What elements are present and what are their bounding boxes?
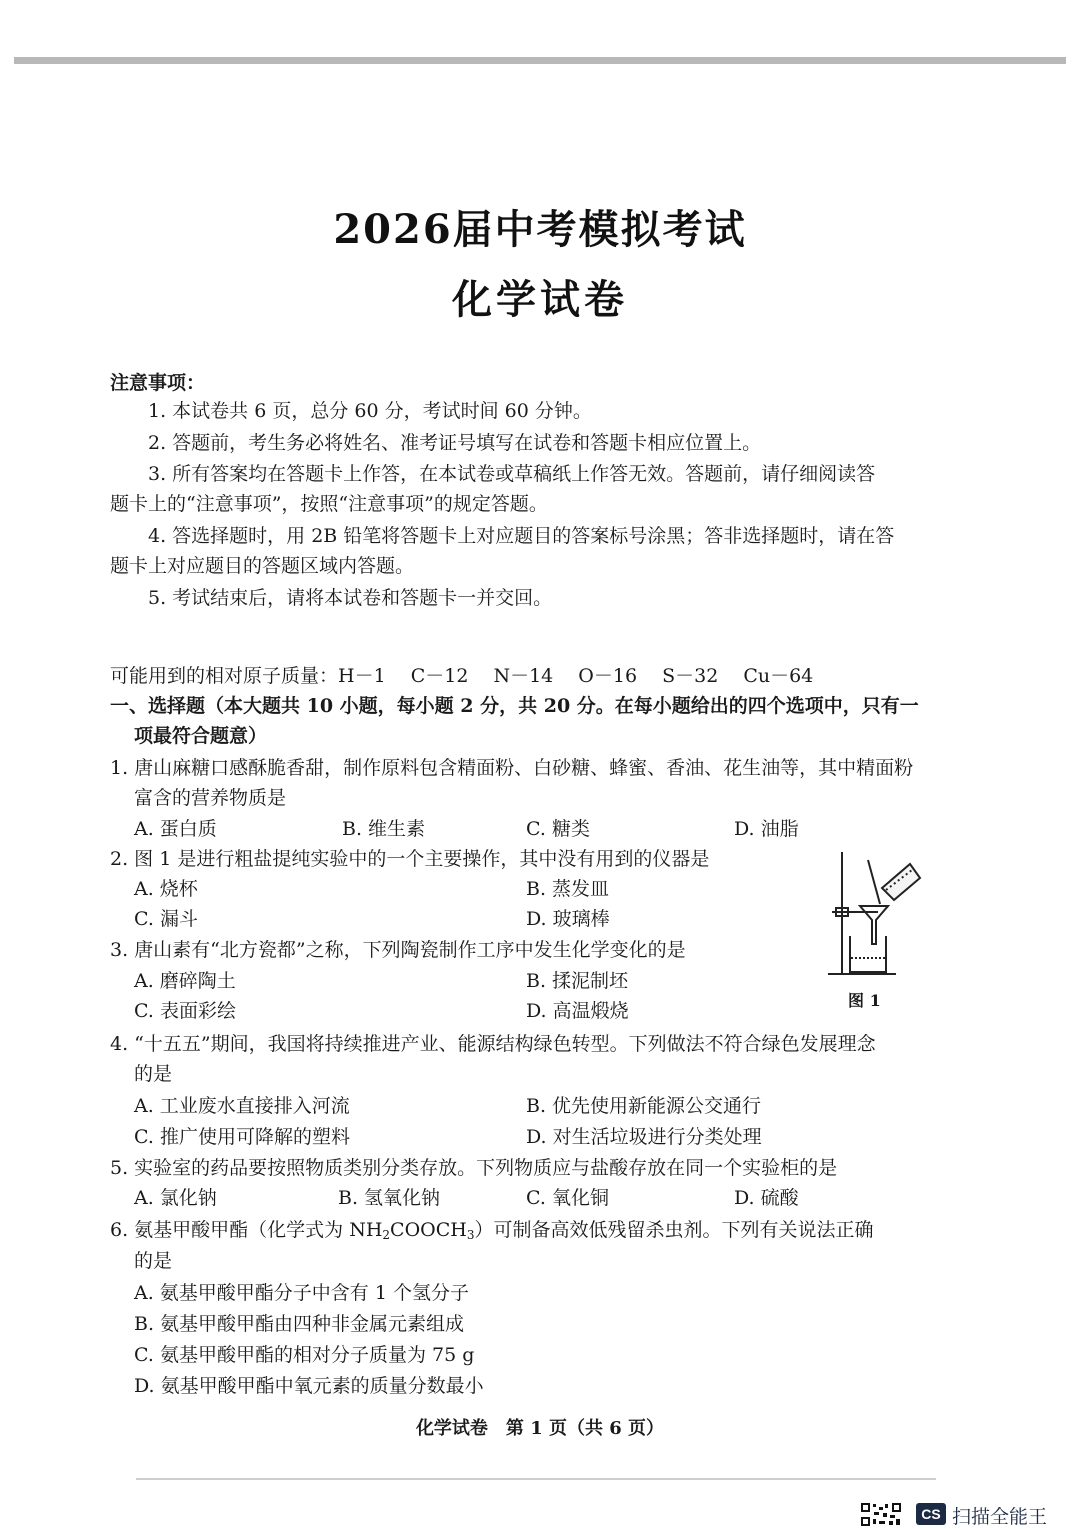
camscanner-logo: CS	[916, 1503, 946, 1525]
qr-code-icon	[860, 1502, 902, 1527]
question-1-option-b: B. 维生素	[342, 818, 426, 840]
question-1-option-a: A. 蛋白质	[134, 818, 217, 840]
scan-edge-bar	[14, 57, 1066, 64]
footer-rule	[136, 1478, 936, 1480]
question-6-stem: 6. 氨基甲酸甲酯（化学式为 $NH_2COOCH_3$）可制备高效低残留杀虫剂。下列有关说法正确	[110, 1219, 874, 1242]
notice-line: 1. 本试卷共 6 页，总分 60 分，考试时间 60 分钟。	[148, 400, 592, 422]
question-6-option-c: C. 氨基甲酸甲酯的相对分子质量为 75 g	[134, 1344, 475, 1366]
question-6-option-a: A. 氨基甲酸甲酯分子中含有 1 个氢分子	[134, 1282, 469, 1304]
question-4-option-d: D. 对生活垃圾进行分类处理	[526, 1126, 762, 1148]
question-5-option-c: C. 氧化铜	[526, 1187, 609, 1209]
question-1-stem-cont: 富含的营养物质是	[134, 787, 287, 809]
filtration-apparatus-figure	[822, 848, 922, 978]
question-3-option-d: D. 高温煅烧	[526, 1000, 629, 1022]
question-3-option-b: B. 揉泥制坯	[526, 970, 629, 992]
question-5-stem: 5. 实验室的药品要按照物质类别分类存放。下列物质应与盐酸存放在同一个实验柜的是	[110, 1157, 838, 1179]
notice-line: 5. 考试结束后，请将本试卷和答题卡一并交回。	[148, 587, 553, 609]
question-5-option-a: A. 氯化钠	[134, 1187, 217, 1209]
notice-line: 3. 所有答案均在答题卡上作答，在本试卷或草稿纸上作答无效。答题前，请仔细阅读答	[148, 463, 876, 485]
question-2-option-d: D. 玻璃棒	[526, 908, 610, 930]
page-footer: 化学试卷 第 1 页（共 6 页）	[415, 1418, 665, 1439]
exam-title: 2026届中考模拟考试	[333, 206, 747, 253]
question-6-stem-cont: 的是	[134, 1250, 173, 1272]
exam-subtitle: 化学试卷	[452, 276, 628, 323]
question-3-option-c: C. 表面彩绘	[134, 1000, 236, 1022]
pouring-beaker	[882, 864, 920, 900]
question-2-option-a: A. 烧杯	[134, 878, 198, 900]
question-6-option-b: B. 氨基甲酸甲酯由四种非金属元素组成	[134, 1313, 465, 1335]
question-2-stem: 2. 图 1 是进行粗盐提纯实验中的一个主要操作，其中没有用到的仪器是	[110, 848, 710, 870]
question-4-stem-cont: 的是	[134, 1063, 173, 1085]
atomic-masses: 可能用到的相对原子质量：H－1 C－12 N－14 O－16 S－32 Cu－64	[110, 665, 814, 687]
camscanner-brand: 扫描全能王	[952, 1506, 1048, 1528]
section-heading-cont: 项最符合题意）	[134, 725, 268, 747]
question-3-option-a: A. 磨碎陶土	[134, 970, 236, 992]
notice-line: 2. 答题前，考生务必将姓名、准考证号填写在试卷和答题卡相应位置上。	[148, 432, 762, 454]
question-5-option-d: D. 硫酸	[734, 1187, 799, 1209]
notice-line: 题卡上的“注意事项”，按照“注意事项”的规定答题。	[110, 493, 548, 515]
question-4-option-a: A. 工业废水直接排入河流	[134, 1095, 350, 1117]
beaker	[850, 936, 886, 972]
question-1-stem: 1. 唐山麻糖口感酥脆香甜，制作原料包含精面粉、白砂糖、蜂蜜、香油、花生油等，其中精面粉	[110, 757, 914, 779]
question-1-option-d: D. 油脂	[734, 818, 799, 840]
glass-rod	[868, 860, 880, 904]
question-1-option-c: C. 糖类	[526, 818, 590, 840]
notice-line: 4. 答选择题时，用 2B 铅笔将答题卡上对应题目的答案标号涂黑；答非选择题时，请在答	[148, 525, 895, 547]
question-3-stem: 3. 唐山素有“北方瓷都”之称，下列陶瓷制作工序中发生化学变化的是	[110, 939, 686, 961]
notice-heading: 注意事项：	[110, 372, 206, 394]
question-4-option-c: C. 推广使用可降解的塑料	[134, 1126, 350, 1148]
section-heading: 一、选择题（本大题共 10 小题，每小题 2 分，共 20 分。在每小题给出的四个选项中，只有一	[110, 695, 919, 717]
question-5-option-b: B. 氢氧化钠	[338, 1187, 441, 1209]
question-4-option-b: B. 优先使用新能源公交通行	[526, 1095, 762, 1117]
question-2-option-b: B. 蒸发皿	[526, 878, 610, 900]
figure-caption: 图 1	[848, 991, 881, 1010]
question-2-option-c: C. 漏斗	[134, 908, 198, 930]
question-4-stem: 4. “十五五”期间，我国将持续推进产业、能源结构绿色转型。下列做法不符合绿色发展理念	[110, 1033, 876, 1055]
notice-line: 题卡上对应题目的答题区域内答题。	[110, 555, 415, 577]
question-6-option-d: D. 氨基甲酸甲酯中氧元素的质量分数最小	[134, 1375, 484, 1397]
